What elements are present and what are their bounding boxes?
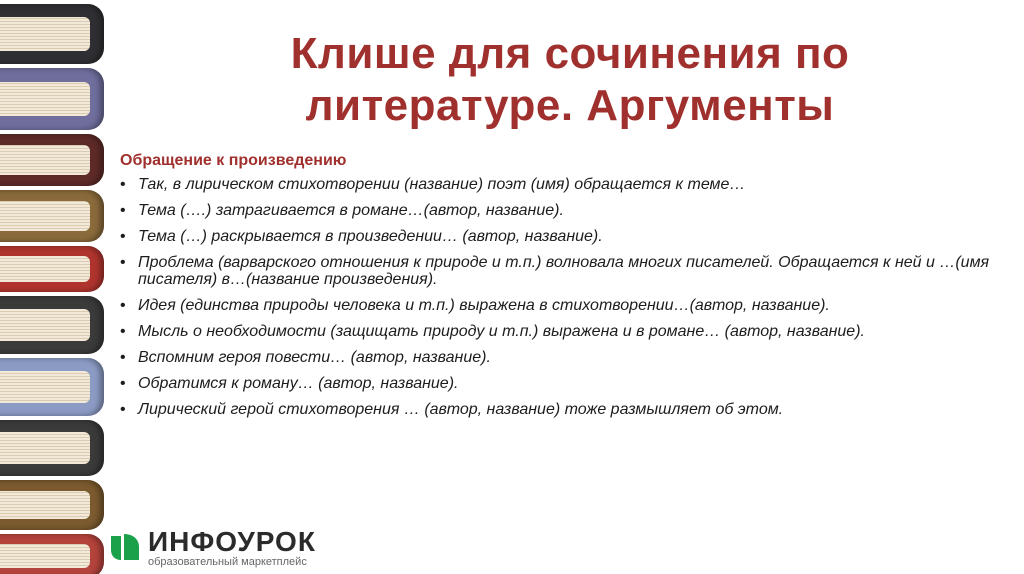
infourok-leaf-icon xyxy=(108,530,142,564)
list-item: • Обратимся к роману… (автор, название). xyxy=(120,375,1000,392)
logo-name: ИНФОУРОК xyxy=(148,526,316,557)
bullet-list xyxy=(120,176,1000,418)
title-line-2: литературе. Аргументы xyxy=(305,81,835,130)
list-item: • Тема (….) затрагивается в романе…(автор, название). xyxy=(120,202,1000,219)
list-item: • Лирический герой стихотворения … (автор, название) тоже размышляет об этом. xyxy=(120,401,1000,418)
title-line-1: Клише для сочинения по xyxy=(290,29,850,78)
list-item: • Вспомним героя повести… (автор, название). xyxy=(120,349,1000,366)
list-item: • Тема (…) раскрывается в произведении… (автор, название). xyxy=(120,228,1000,245)
logo-tagline: образовательный маркетплейс xyxy=(148,556,307,568)
slide-content xyxy=(120,152,1000,427)
list-item: • Проблема (варварского отношения к природе и т.п.) волновала многих писателей. Обращается к ней и …(имя писателя) в…(название произведения). xyxy=(120,254,1000,288)
list-item: • Так, в лирическом стихотворении (название) поэт (имя) обращается к теме… xyxy=(120,176,1000,193)
list-item: • Мысль о необходимости (защищать природу и т.п.) выражена и в романе… (автор, название). xyxy=(120,323,1000,340)
slide-title xyxy=(140,28,1000,132)
subheading: Обращение к произведению xyxy=(120,152,347,169)
book-stack-image xyxy=(0,0,112,574)
list-item: • Идея (единства природы человека и т.п.) выражена в стихотворении…(автор, название). xyxy=(120,297,1000,314)
